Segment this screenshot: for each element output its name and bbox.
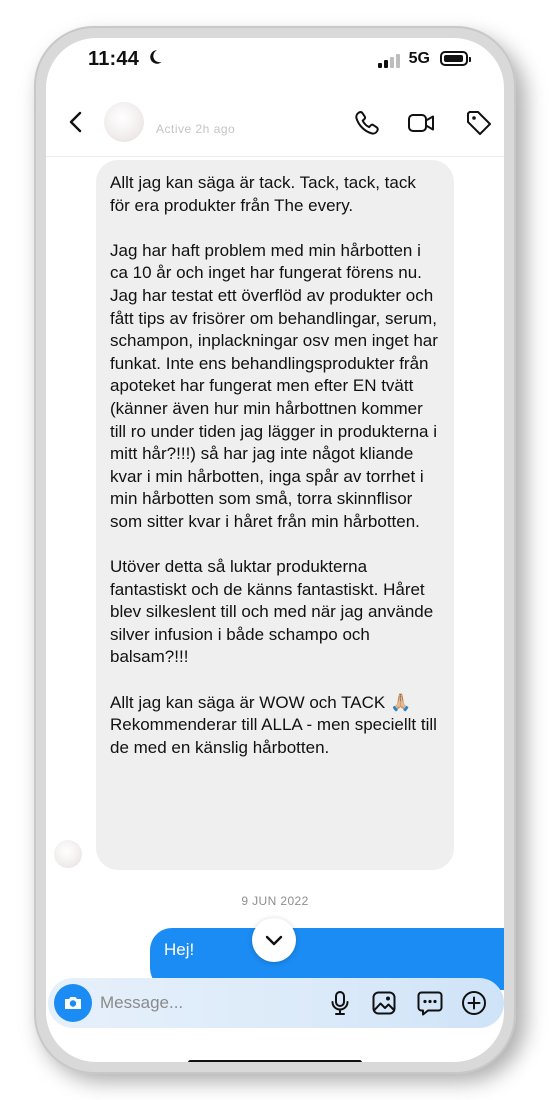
message-paragraph: Utöver detta så luktar produkterna fantastiskt och de känns fantastiskt. Håret blev silkeslent till och med när jag använde silver infusion i både schampo och balsam?!!! xyxy=(110,557,434,667)
microphone-icon[interactable] xyxy=(326,989,354,1017)
chat-screen xyxy=(46,38,504,1062)
phone-icon[interactable] xyxy=(352,108,382,138)
outgoing-message-text: Hej! xyxy=(164,940,195,959)
sticker-icon[interactable] xyxy=(416,989,444,1017)
back-chevron-icon[interactable] xyxy=(62,108,90,136)
message-paragraph: Jag har haft problem med min hårbotten i ca 10 år och inget har fungerat förens nu. Jag har testat ett överflöd av produkter och fått tips av frisörer om behandlingar, serum, schampon, inplackningar osv men inget har funkat. Inte ens behandlingsprodukter från apoteket har fungerat men efter EN tvätt (känner även hur min hårbottnen kommer till ro under tiden jag lägger in produkterna i mitt hår?!!!) så har jag inte något kliande kvar i min hårbotten, inga spår av torrhet i min hårbotten som små, torra skinnflisor som sitter kvar i håret från min hårbotten. xyxy=(110,240,438,531)
plus-icon[interactable] xyxy=(460,989,488,1017)
incoming-message[interactable] xyxy=(96,160,454,870)
network-label: 5G xyxy=(408,50,430,67)
home-indicator[interactable] xyxy=(188,1060,362,1062)
scroll-to-bottom-button[interactable] xyxy=(252,918,296,962)
camera-button[interactable] xyxy=(54,984,92,1022)
tag-icon[interactable] xyxy=(464,108,494,138)
message-composer xyxy=(48,978,504,1028)
status-bar xyxy=(46,38,504,84)
battery-icon xyxy=(440,51,468,66)
status-time: 11:44 xyxy=(88,48,140,70)
moon-icon xyxy=(146,48,164,66)
message-paragraph: Allt jag kan säga är tack. Tack, tack, tack för era produkter från The every. xyxy=(110,173,416,215)
chevron-down-icon xyxy=(262,928,286,952)
signal-icon xyxy=(378,54,400,68)
camera-icon xyxy=(62,992,84,1014)
date-separator: 9 JUN 2022 xyxy=(241,894,309,908)
video-icon[interactable] xyxy=(406,108,436,138)
gallery-icon[interactable] xyxy=(370,989,398,1017)
contact-avatar[interactable] xyxy=(104,102,144,142)
message-input[interactable] xyxy=(100,988,320,1018)
chat-header xyxy=(46,90,504,157)
contact-status: Active 2h ago xyxy=(156,122,236,136)
message-paragraph: Allt jag kan säga är WOW och TACK 🙏🏼 Rekommenderar till ALLA - men speciellt till de med en känslig hårbotten. xyxy=(110,692,437,757)
sender-avatar[interactable] xyxy=(54,840,82,868)
